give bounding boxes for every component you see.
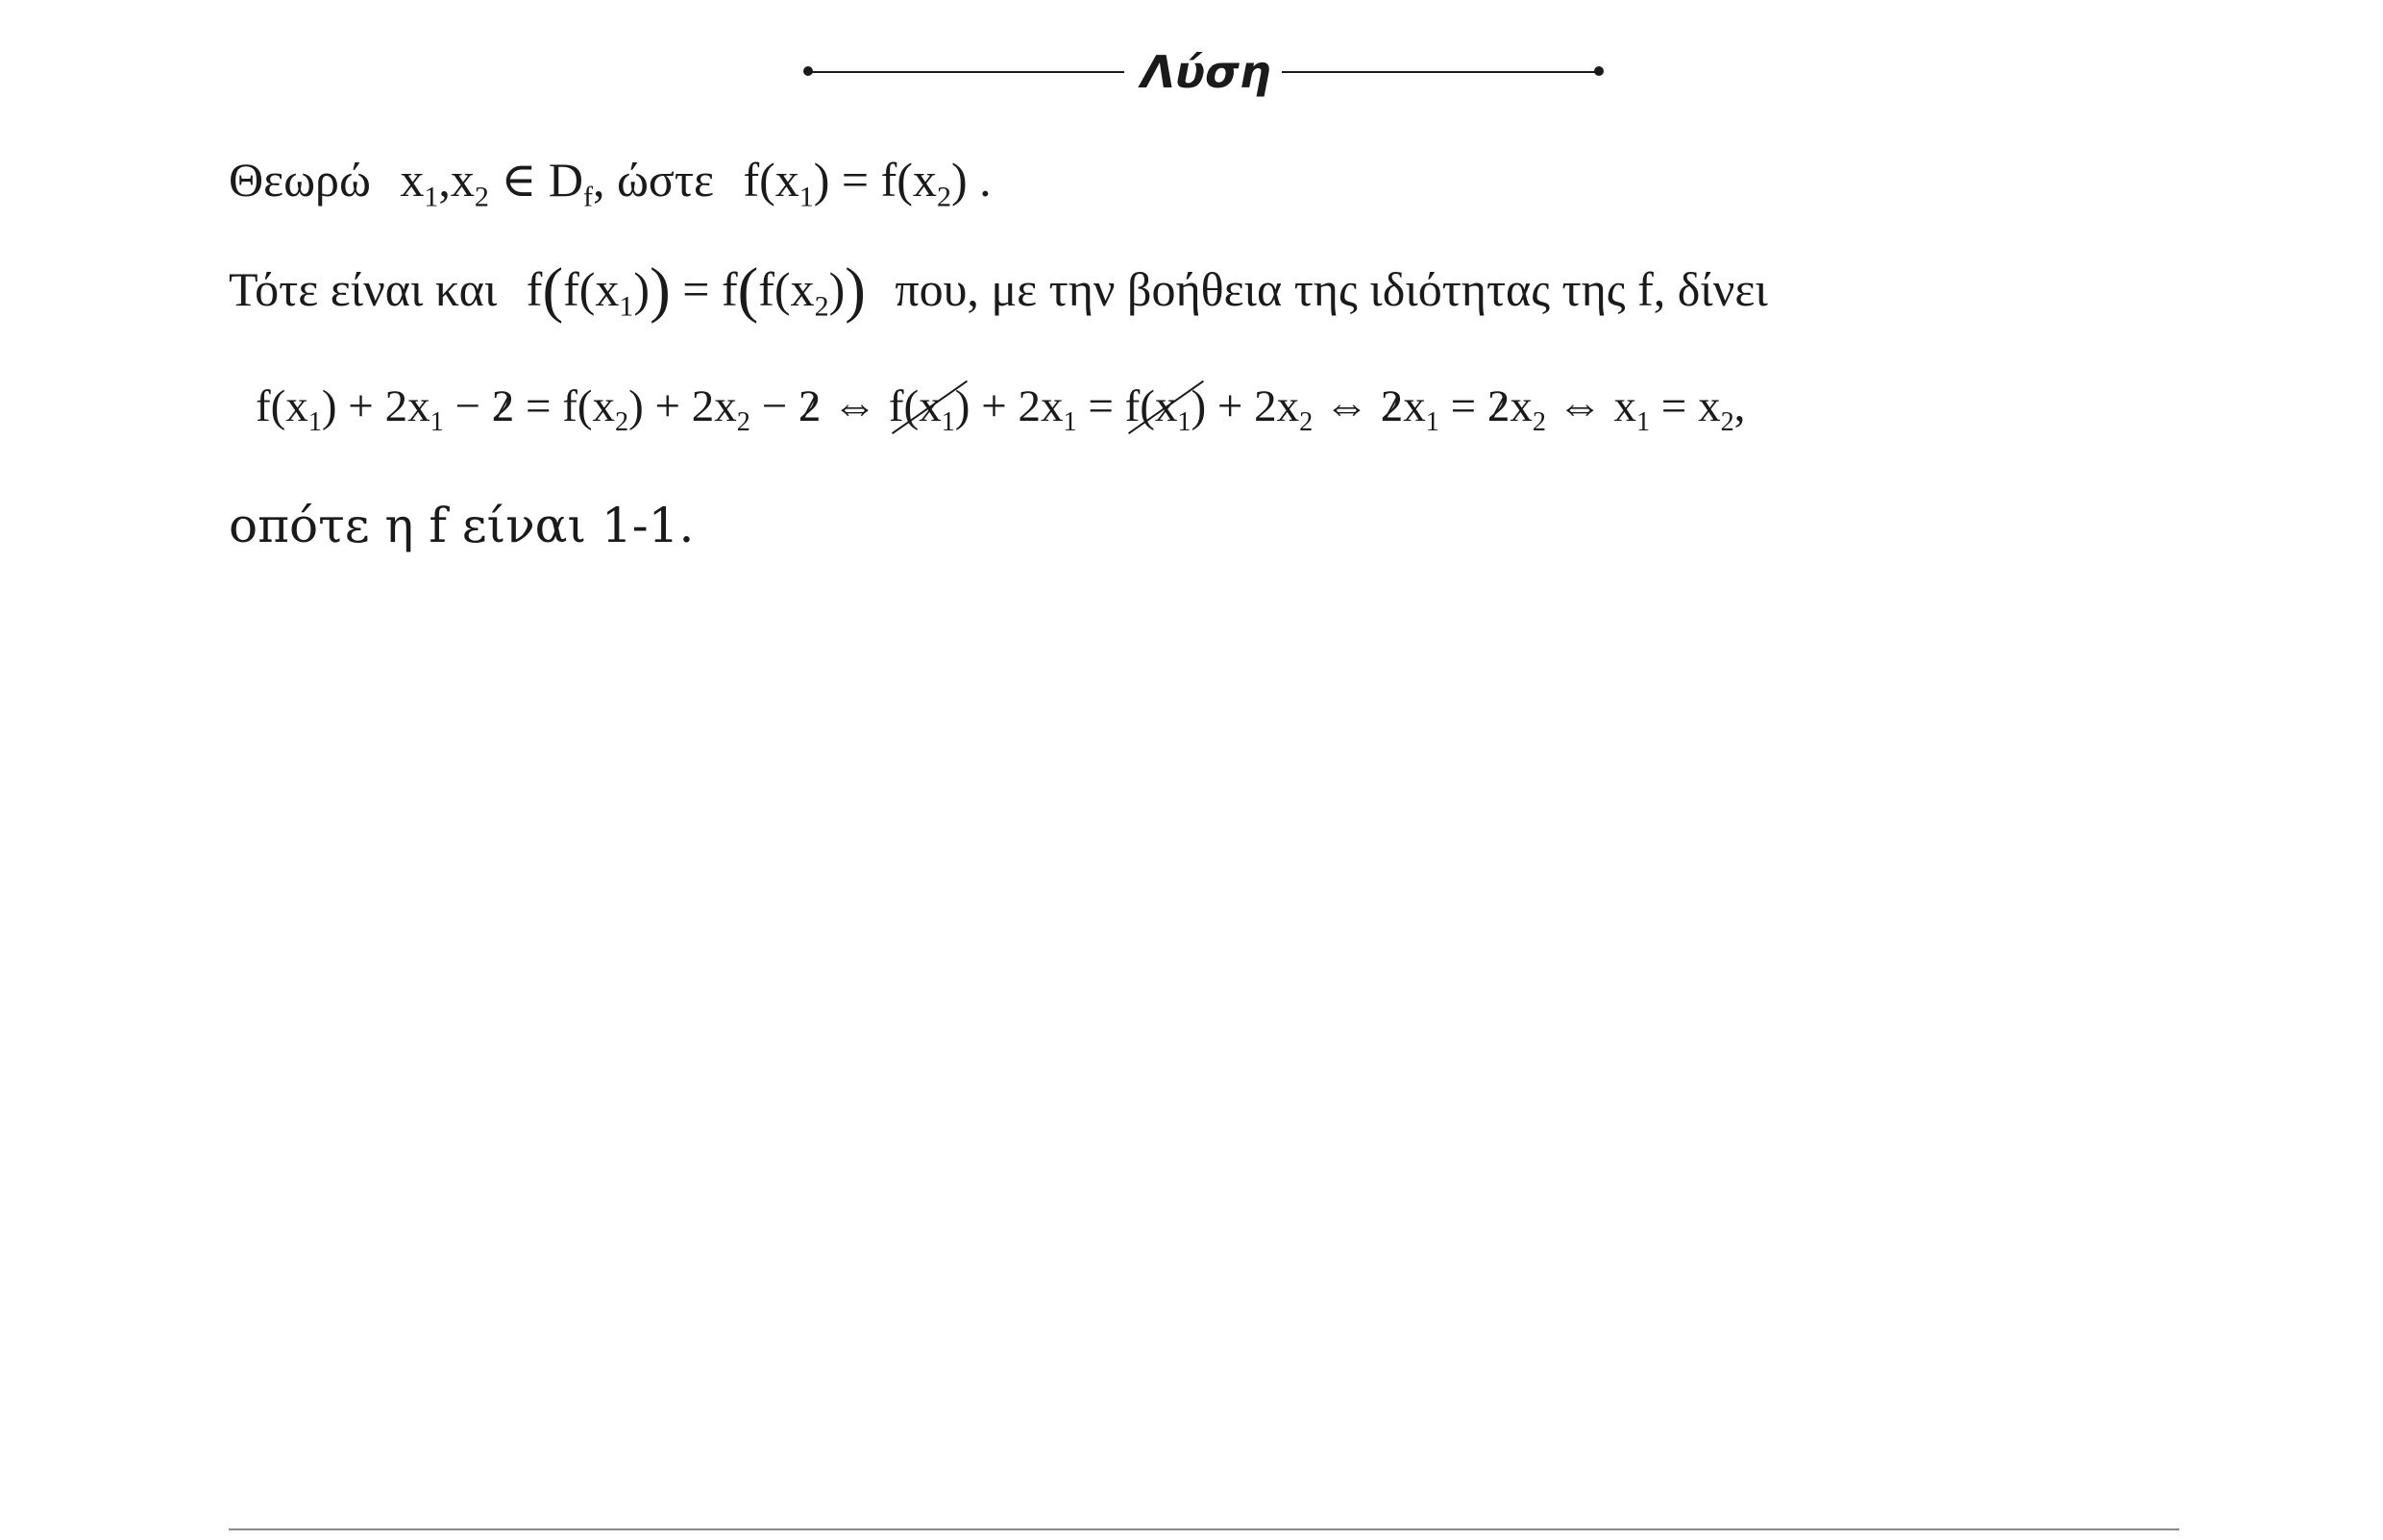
equals-sign: =	[1660, 381, 1687, 431]
line2-suffix: που, με την βοήθεια της ιδιότητας της f, δίνει	[895, 262, 1768, 316]
solution-line-1: Θεωρώ $x_1,x_2$ ∈ $D_f$, ώστε $f(x_1) = f(x_2)$ .	[229, 153, 992, 213]
eq-term-4: $f(x_1) + 2x_2$	[1125, 381, 1314, 431]
line1-prefix: Θεωρώ	[229, 153, 371, 207]
solution-line-3: $f(x_1) + 2x_1 - 2 = f(x_2) + 2x_2 - 2$ ⇔ $f(x_1) + 2x_1 = f(x_1) + 2x_2$ ⇔ $2x_1 = 2x_2$ ⇔ $x_1 = x_2$,	[256, 373, 1745, 440]
domain-symbol: $D_f$	[548, 153, 594, 213]
solution-header	[0, 38, 2383, 106]
line2-prefix: Τότε είναι και	[229, 262, 498, 316]
cancelled-two: 2	[1381, 373, 1404, 440]
footer-divider	[229, 1528, 2179, 1530]
header-rule-dot-right	[1594, 66, 1604, 76]
solution-line-4: οπότε η f είναι 1-1.	[229, 498, 695, 553]
eq-term-3: $f(x_1) + 2x_1$	[889, 381, 1077, 431]
header-rule-right	[1282, 71, 1599, 73]
line1-mid: , ώστε	[593, 153, 714, 207]
solution-line-2	[229, 256, 1768, 324]
element-of-symbol: ∈	[501, 153, 537, 207]
cancelled-two: 2	[1487, 373, 1511, 440]
iff-symbol: ⇔	[1324, 381, 1369, 431]
cancelled-two: 2	[492, 373, 515, 440]
equals-sign: =	[1088, 381, 1114, 431]
header-rule-left	[807, 71, 1124, 73]
eq-term-2: $f(x_2) + 2x_2 - 2$	[562, 381, 821, 431]
line2-equation: $f(f(x_1)) = f(f(x_2))$	[526, 256, 866, 326]
line1-x2: $x_2$	[450, 153, 489, 213]
eq-term-7: $x_1$	[1613, 381, 1651, 437]
equals-sign: =	[1450, 381, 1477, 431]
eq-term-1: $f(x_1) + 2x_1 - 2$	[256, 381, 514, 431]
eq-term-5: $2x_1$	[1381, 381, 1439, 431]
cancelled-fx1: $f(x_1)$	[889, 373, 970, 440]
solution-title: Λύση	[1141, 46, 1271, 98]
equals-sign: =	[525, 381, 552, 431]
line1-x1: $x_1$	[400, 153, 439, 213]
iff-symbol: ⇔	[832, 381, 878, 431]
cancelled-fx1: $f(x_1)$	[1125, 373, 1207, 440]
eq-term-8: $x_2$	[1698, 381, 1734, 437]
eq-term-6: $2x_2$	[1487, 381, 1546, 431]
iff-symbol: ⇔	[1557, 381, 1603, 431]
cancelled-two: 2	[798, 373, 822, 440]
line1-equation: $f(x_1) = f(x_2)$ .	[743, 153, 992, 213]
